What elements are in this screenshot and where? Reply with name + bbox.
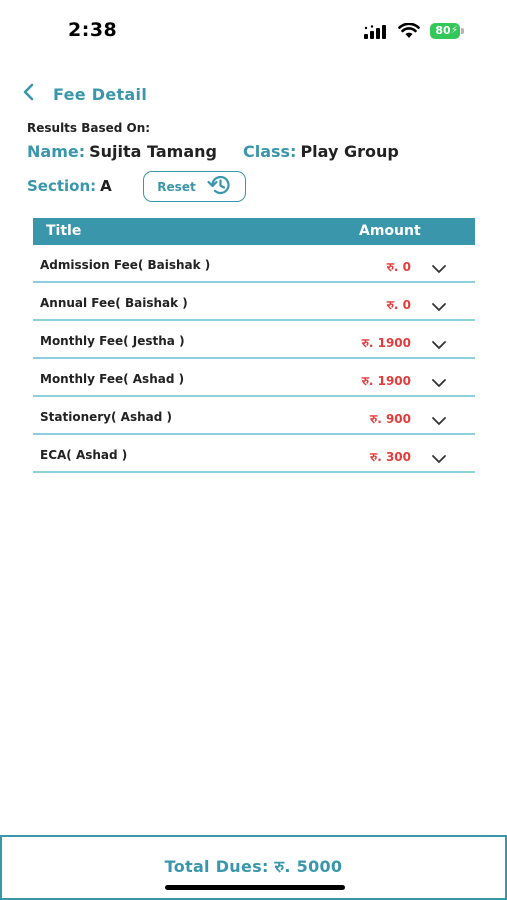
- table-header: [33, 218, 475, 245]
- battery-icon: 80 ⚡: [430, 23, 460, 39]
- status-bar: [0, 0, 507, 60]
- total-dues-bar: [0, 835, 507, 900]
- status-time: 2:38: [68, 19, 118, 41]
- fee-amount: रु. 0: [386, 298, 411, 312]
- chevron-down-icon[interactable]: [431, 297, 447, 316]
- chevron-left-icon: [22, 83, 36, 105]
- battery-level: 80: [435, 24, 451, 37]
- cellular-signal-icon: [364, 24, 390, 43]
- table-row[interactable]: [33, 397, 475, 435]
- chevron-down-icon[interactable]: [431, 335, 447, 354]
- column-header-amount: Amount: [359, 223, 421, 239]
- fee-title: Annual Fee( Baishak ): [40, 296, 188, 310]
- class-key: Class:: [242, 142, 297, 161]
- fee-title: ECA( Ashad ): [40, 448, 128, 462]
- section-key: Section:: [27, 177, 97, 195]
- table-row[interactable]: [33, 359, 475, 397]
- wifi-icon: [398, 23, 420, 43]
- column-header-title: Title: [46, 223, 82, 239]
- student-info-row: [27, 142, 399, 161]
- fee-amount: रु. 1900: [361, 374, 411, 388]
- chevron-down-icon[interactable]: [431, 411, 447, 430]
- fee-amount: रु. 300: [370, 450, 411, 464]
- table-row[interactable]: [33, 245, 475, 283]
- fee-title: Monthly Fee( Ashad ): [40, 372, 185, 386]
- name-key: Name:: [27, 142, 86, 161]
- reset-label: Reset: [157, 179, 196, 194]
- reset-button[interactable]: [143, 171, 246, 202]
- total-dues: Total Dues: रु. 5000: [164, 857, 343, 876]
- name-value: Sujita Tamang: [89, 142, 217, 161]
- section-value: A: [100, 177, 112, 195]
- battery-cap: [461, 28, 464, 34]
- chevron-down-icon[interactable]: [431, 373, 447, 392]
- table-row[interactable]: [33, 321, 475, 359]
- fee-title: Monthly Fee( Jestha ): [40, 334, 185, 348]
- fee-title: Stationery( Ashad ): [40, 410, 172, 424]
- section-row: [27, 177, 112, 195]
- results-label: Results Based On:: [27, 121, 151, 135]
- home-indicator[interactable]: [165, 885, 345, 890]
- fee-amount: रु. 900: [370, 412, 411, 426]
- chevron-down-icon[interactable]: [431, 449, 447, 468]
- table-row[interactable]: [33, 435, 475, 473]
- table-row[interactable]: [33, 283, 475, 321]
- page-title: Fee Detail: [53, 84, 148, 104]
- class-group: [243, 142, 399, 161]
- fee-table: [33, 218, 475, 473]
- back-button[interactable]: [22, 80, 44, 108]
- history-icon: [206, 174, 232, 200]
- class-value: Play Group: [300, 142, 399, 161]
- fee-amount: रु. 0: [386, 260, 411, 274]
- fee-title: Admission Fee( Baishak ): [40, 258, 211, 272]
- fee-amount: रु. 1900: [361, 336, 411, 350]
- chevron-down-icon[interactable]: [431, 259, 447, 278]
- page-header: [22, 80, 147, 108]
